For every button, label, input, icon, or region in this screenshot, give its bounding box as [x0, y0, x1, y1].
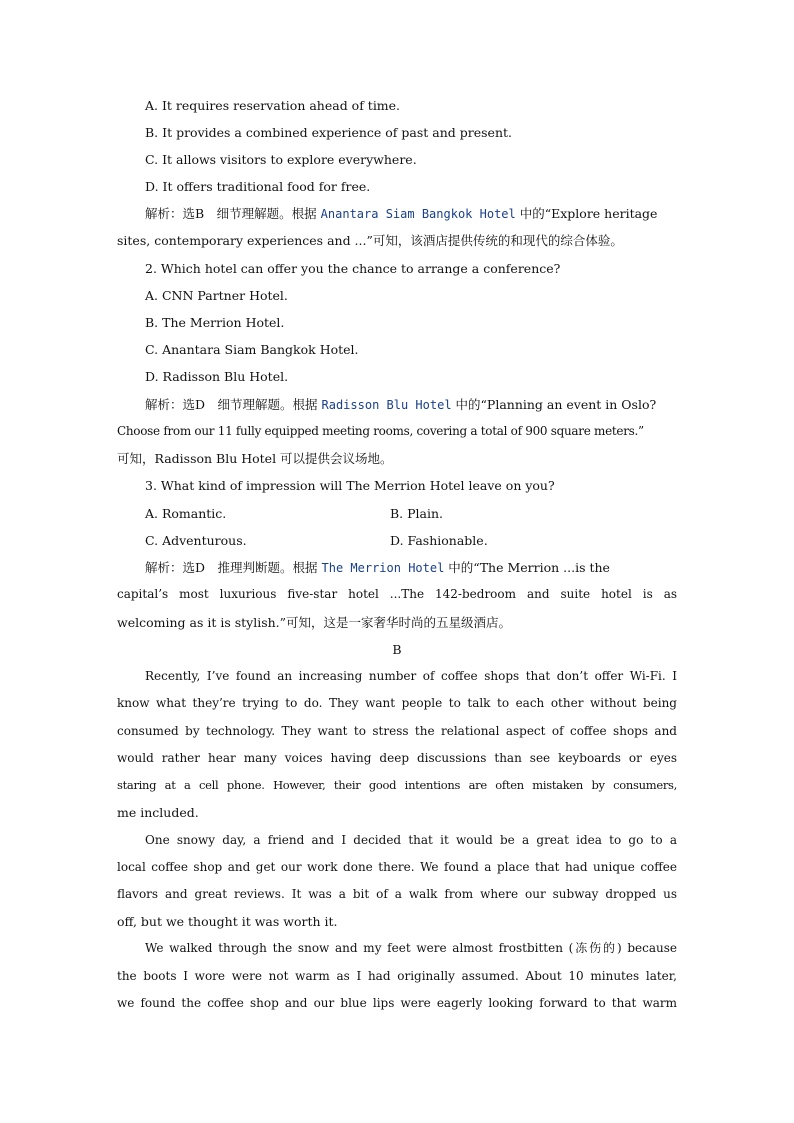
- q3-analysis-line-1: [145, 554, 677, 582]
- q2-analysis-line-1: [145, 391, 677, 419]
- q2-analysis-line1-end: 中的“Planning an event in Oslo?: [451, 397, 657, 412]
- q2-analysis-line-3: 可知，Radisson Blu Hotel 可以提供会议场地。: [117, 451, 393, 466]
- passage-line-11: We walked through the snow and my feet were almost frostbitten (冻伤的) because: [145, 941, 677, 955]
- q2-option-d: D. Radisson Blu Hotel.: [145, 369, 289, 384]
- q2-option-b: B. The Merrion Hotel.: [145, 315, 285, 330]
- q1-analysis-line-1: [145, 200, 677, 228]
- q3-options-row-2: [145, 527, 677, 554]
- q3-analysis-prefix: 解析：选D 推理判断题。根据: [145, 560, 322, 575]
- passage-line-7: One snowy day, a friend and I decided that it would be a great idea to go to a: [145, 833, 677, 847]
- section-heading: B: [392, 642, 402, 657]
- q3-analysis-hotel: The Merrion Hotel: [321, 561, 445, 575]
- passage-line-5: staring at a cell phone. However, their good intentions are often mistaken by consumers,: [117, 778, 677, 792]
- passage-line-2: know what they’re trying to do. They want people to talk to each other without being: [117, 696, 677, 710]
- passage-line-10: off, but we thought it was worth it.: [117, 914, 338, 929]
- q3-option-a: A. Romantic.: [145, 506, 227, 521]
- q1-option-c: C. It allows visitors to explore everywhere.: [145, 152, 417, 167]
- passage-line-3: consumed by technology. They want to stress the relational aspect of coffee shops and: [117, 724, 677, 738]
- q1-analysis-line1-end: 中的“Explore heritage: [515, 206, 658, 221]
- q3-analysis-line-2: capital’s most luxurious five-star hotel ...The 142-bedroom and suite hotel is as: [117, 587, 677, 601]
- passage-line-13: we found the coffee shop and our blue lips were eagerly looking forward to that warm: [117, 996, 677, 1010]
- q1-option-b: B. It provides a combined experience of past and present.: [145, 125, 512, 140]
- q1-analysis-line-2: sites, contemporary experiences and ...”可知，该酒店提供传统的和现代的综合体验。: [117, 233, 623, 248]
- q1-analysis-hotel: Anantara Siam Bangkok Hotel: [320, 207, 516, 221]
- q1-option-d: D. It offers traditional food for free.: [145, 179, 371, 194]
- q3-question: 3. What kind of impression will The Merrion Hotel leave on you?: [145, 478, 555, 493]
- passage-line-12: the boots I wore were not warm as I had originally assumed. About 10 minutes later,: [117, 969, 677, 983]
- q3-options-row-1: [145, 500, 677, 527]
- q2-analysis-hotel: Radisson Blu Hotel: [321, 398, 452, 412]
- q3-option-c: C. Adventurous.: [145, 533, 247, 548]
- q1-option-a: A. It requires reservation ahead of time.: [145, 98, 401, 113]
- q2-option-c: C. Anantara Siam Bangkok Hotel.: [145, 342, 359, 357]
- q3-analysis-line1-end: 中的“The Merrion ...is the: [444, 560, 610, 575]
- passage-line-9: flavors and great reviews. It was a bit of a walk from where our subway dropped us: [117, 887, 677, 901]
- q3-option-d: D. Fashionable.: [390, 533, 488, 548]
- passage-line-4: would rather hear many voices having deep discussions than see keyboards or eyes: [117, 751, 677, 765]
- q1-analysis-prefix: 解析：选B 细节理解题。根据: [145, 206, 321, 221]
- q2-option-a: A. CNN Partner Hotel.: [145, 288, 288, 303]
- q2-analysis-line-2: Choose from our 11 fully equipped meeting rooms, covering a total of 900 square meters.”: [117, 424, 644, 438]
- q2-analysis-prefix: 解析：选D 细节理解题。根据: [145, 397, 322, 412]
- passage-line-8: local coffee shop and get our work done there. We found a place that had unique coffee: [117, 860, 677, 874]
- passage-line-1: Recently, I’ve found an increasing number of coffee shops that don’t offer Wi-Fi. I: [145, 669, 677, 683]
- q2-question: 2. Which hotel can offer you the chance to arrange a conference?: [145, 261, 561, 276]
- q3-analysis-line-3: welcoming as it is stylish.”可知，这是一家奢华时尚的五星级酒店。: [117, 615, 512, 630]
- q3-option-b: B. Plain.: [390, 506, 444, 521]
- passage-line-6: me included.: [117, 805, 199, 820]
